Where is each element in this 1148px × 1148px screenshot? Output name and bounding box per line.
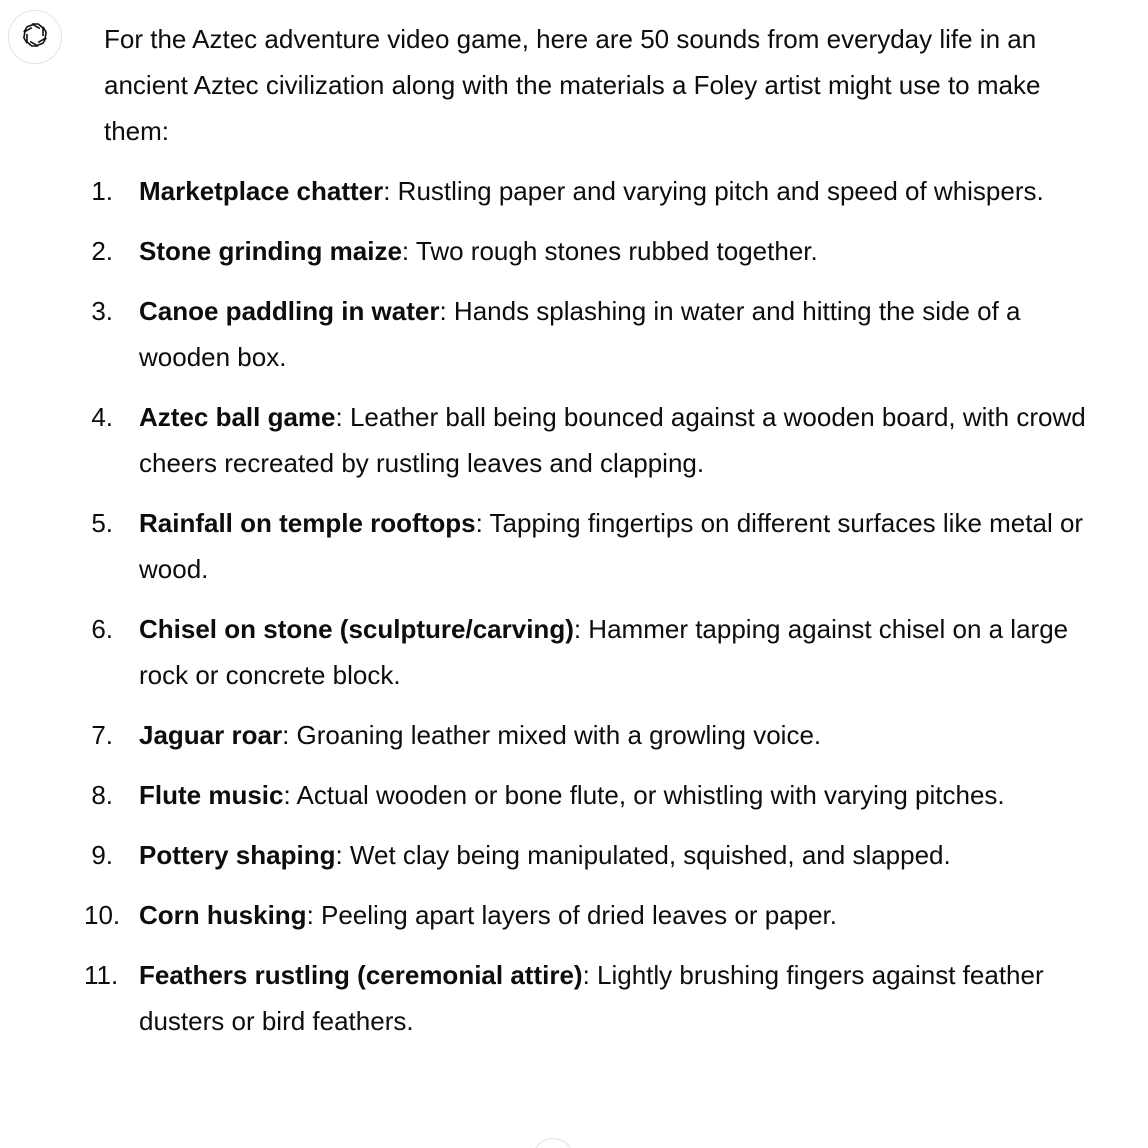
list-item (91, 288, 1104, 380)
list-item (91, 168, 1104, 214)
sound-name: Canoe paddling in water (139, 296, 440, 326)
sound-name: Flute music (139, 780, 284, 810)
list-item-content (139, 288, 1104, 380)
list-item (91, 772, 1104, 818)
list-item-content (139, 832, 1104, 878)
list-item (84, 892, 1104, 938)
sound-list (84, 168, 1104, 1044)
scroll-down-button[interactable] (532, 1138, 574, 1148)
list-item-content (139, 892, 1104, 938)
openai-logo-icon (19, 19, 51, 56)
sound-name: Aztec ball game (139, 402, 336, 432)
sound-name: Jaguar roar (139, 720, 283, 750)
list-item-number: 2. (91, 236, 113, 266)
list-item-number: 11. (84, 960, 119, 990)
list-item-content (139, 500, 1104, 592)
sound-materials: : Lightly brushing fingers against feather dusters or bird feathers. (139, 960, 1044, 1036)
sound-materials: : Peeling apart layers of dried leaves or paper. (306, 900, 837, 930)
sound-materials: : Hammer tapping against chisel on a large rock or concrete block. (139, 614, 1069, 690)
list-item-number: 10. (84, 900, 121, 930)
list-item (91, 500, 1104, 592)
sound-name: Feathers rustling (ceremonial attire) (139, 960, 583, 990)
list-item-number: 1. (91, 176, 113, 206)
assistant-avatar (8, 10, 62, 64)
sound-materials: : Actual wooden or bone flute, or whistling with varying pitches. (283, 780, 1005, 810)
sound-materials: : Rustling paper and varying pitch and speed of whispers. (383, 176, 1044, 206)
sound-materials: : Tapping fingertips on different surfaces like metal or wood. (139, 508, 1084, 584)
list-item-number: 4. (91, 402, 113, 432)
list-item-content (139, 168, 1104, 214)
sound-name: Stone grinding maize (139, 236, 402, 266)
list-item-number: 3. (91, 296, 113, 326)
list-item-content (139, 606, 1104, 698)
sound-materials: : Groaning leather mixed with a growling voice. (282, 720, 822, 750)
list-item (91, 832, 1104, 878)
list-item-content (139, 712, 1104, 758)
list-item-number: 8. (91, 780, 113, 810)
list-item (91, 712, 1104, 758)
sound-materials: : Hands splashing in water and hitting the side of a wooden box. (139, 296, 1021, 372)
sound-name: Corn husking (139, 900, 307, 930)
list-item (91, 394, 1104, 486)
message-intro: For the Aztec adventure video game, here are 50 sounds from everyday life in an ancient Aztec civilization along with the materials a Foley artist might use to make them: (104, 24, 1041, 146)
sound-name: Rainfall on temple rooftops (139, 508, 476, 538)
sound-materials: : Leather ball being bounced against a wooden board, with crowd cheers recreated by rustling leaves and clapping. (139, 402, 1086, 478)
list-item (91, 606, 1104, 698)
list-item-number: 7. (91, 720, 113, 750)
list-item-content (139, 228, 1104, 274)
list-item-number: 9. (91, 840, 113, 870)
list-item-content (139, 394, 1104, 486)
sound-materials: : Wet clay being manipulated, squished, and slapped. (335, 840, 951, 870)
sound-name: Pottery shaping (139, 840, 336, 870)
list-item-content (139, 772, 1104, 818)
list-item-number: 6. (91, 614, 113, 644)
sound-name: Marketplace chatter (139, 176, 384, 206)
list-item (91, 228, 1104, 274)
sound-name: Chisel on stone (sculpture/carving) (139, 614, 574, 644)
list-item (84, 952, 1104, 1044)
list-item-content (139, 952, 1104, 1044)
assistant-message (84, 16, 1104, 1058)
list-item-number: 5. (91, 508, 113, 538)
sound-materials: : Two rough stones rubbed together. (401, 236, 818, 266)
